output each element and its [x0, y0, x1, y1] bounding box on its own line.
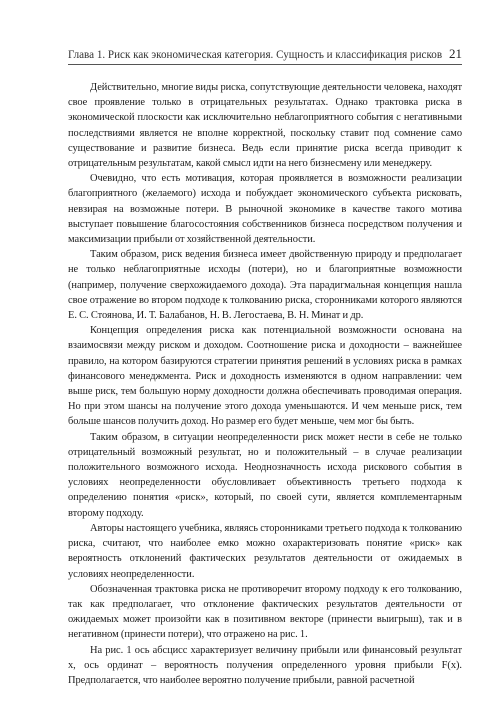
paragraph: Авторы настоящего учебника, являясь сторонниками третьего подхода к толкованию риска, считают, что наиболее емко можно охарактеризовать понятие «риск» как вероятность отклонений фактических результатов деятельности от ожидаемых в условиях неопределенности. [68, 522, 462, 580]
paragraph: Очевидно, что есть мотивация, которая проявляется в возможности реализации благоприятного (желаемого) исхода и побуждает экономического субъекта рисковать, невзирая на возможные потери. В рыночной экономике в качестве такого мотива выступает повышение благосостояния собственников бизнеса посредством получения и максимизации прибыли от хозяйственной деятельности. [68, 173, 462, 246]
paragraph: Действительно, многие виды риска, сопутствующие деятельности человека, находят свое проявление только в отрицательных результатах. Однако трактовка риска в экономической плоскости как исключительно неблагоприятного события с негативными последствиями является не вполне корректной, поскольку ставит под сомнение само существование и развитие бизнеса. Ведь если принятие риска всегда приводит к отрицательным результатам, какой смысл идти на него бизнесмену или менеджеру. [68, 82, 462, 170]
page-number: 21 [449, 46, 462, 61]
paragraph: Концепция определения риска как потенциальной возможности основана на взаимосвязи между риском и доходом. Соотношение риска и доходности – важнейшее правило, на котором базируются стратегии принятия решений в условиях риска в рамках финансового менеджмента. Риск и доходность изменяются в одном направлении: чем выше риск, тем большую норму доходности должна обеспечивать проводимая операция. Но при этом шансы на получение этого дохода уменьшаются. И чем меньше риск, тем больше шансов получить доход. Но размер его будет меньше, чем мог бы быть. [68, 325, 462, 428]
page-body [68, 80, 462, 688]
running-header [68, 46, 462, 62]
paragraph: Таким образом, риск ведения бизнеса имеет двойственную природу и предполагает не только неблагоприятные исходы (потери), но и благоприятные возможности (например, получение сверхожидаемого дохода). Эта парадигмальная концепция нашла свое отражение во втором подходе к толкованию риска, сторонниками которого являются Е. С. Стоянова, И. Т. Балабанов, Н. В. Легостаева, В. Н. Минат и др. [68, 249, 462, 322]
paragraph: На рис. 1 ось абсцисс характеризует величину прибыли или финансовый результат x, ось ординат – вероятность получения определенного уровня прибыли F(x). Предполагается, что наиболее вероятно получение прибыли, равной расчетной [68, 644, 462, 686]
paragraph: Таким образом, в ситуации неопределенности риск может нести в себе не только отрицательный возможный результат, но и положительный – в случае реализации положительного возможного исхода. Неоднозначность исхода рискового события в условиях неопределенности обусловливает объективность третьего подхода к определению понятия «риск», который, по своей сути, является комплементарным второму подходу. [68, 431, 462, 519]
paragraph: Обозначенная трактовка риска не противоречит второму подходу к его толкованию, так как предполагает, что отклонение фактических результатов деятельности от ожидаемых может произойти как в позитивном векторе (принести выигрыш), так и в негативном (принести потери), что отражено на рис. 1. [68, 583, 462, 641]
header-divider [68, 64, 462, 65]
chapter-title: Глава 1. Риск как экономическая категория. Сущность и классификация рисков [68, 49, 443, 61]
